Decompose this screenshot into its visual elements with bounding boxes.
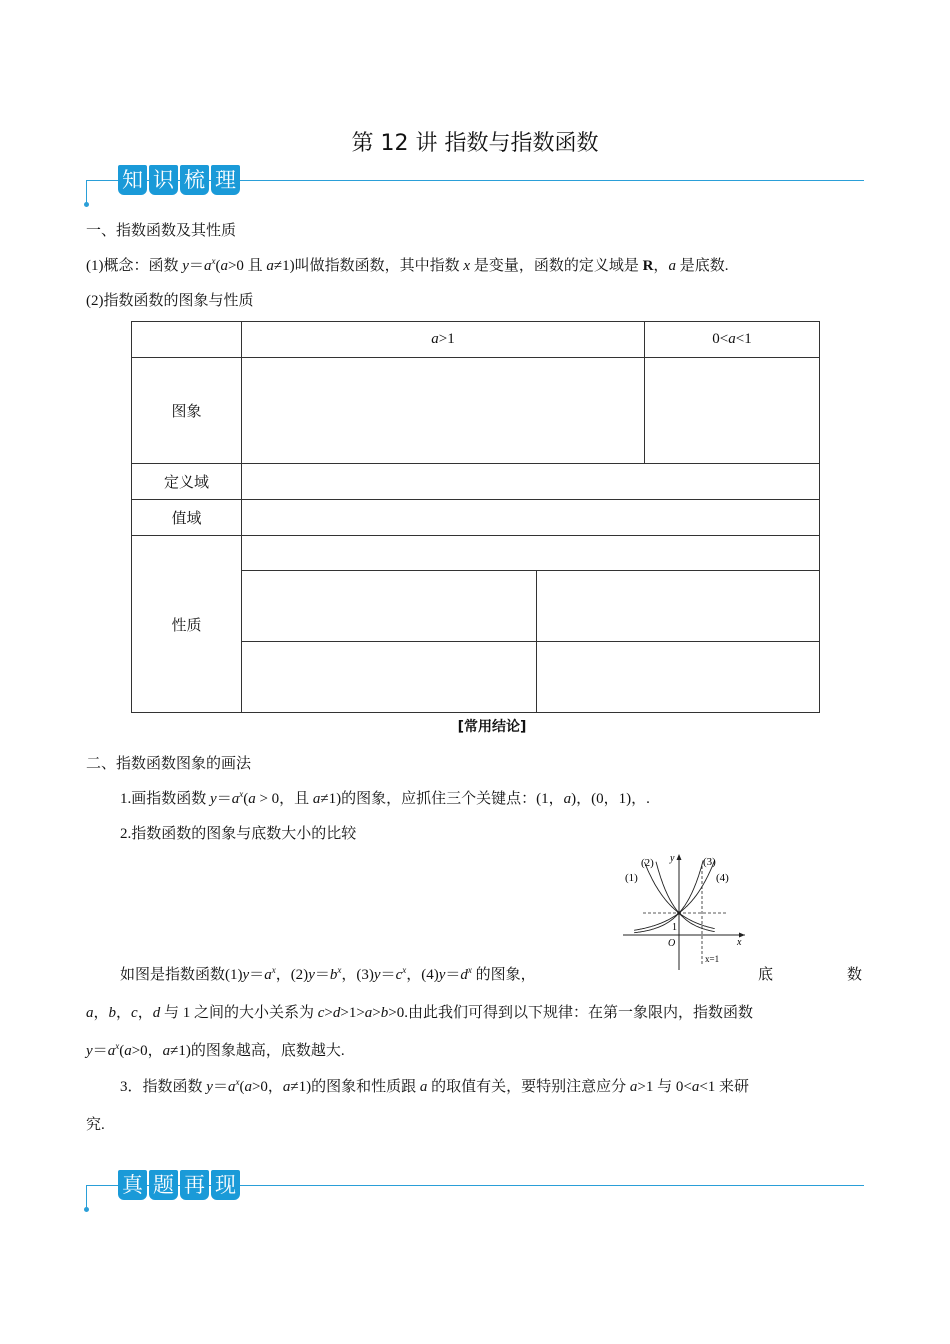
text-segment: 是底数. [675, 258, 729, 274]
text-segment: a [419, 1079, 428, 1095]
text-segment: d [152, 1005, 161, 1021]
text-segment: ( [243, 791, 249, 807]
text-segment: y [242, 967, 250, 983]
text-segment: y [308, 967, 315, 983]
text-segment: )，(0，1)，. [571, 791, 650, 807]
cell-image-a-gt-1 [242, 358, 645, 464]
text-segment: ≠1)的图象，应抓住三个关键点：(1， [320, 791, 564, 807]
text-segment: c [131, 1005, 138, 1021]
text-segment: a [248, 791, 256, 807]
text-segment: d [332, 1005, 341, 1021]
properties-table [131, 321, 820, 713]
text-segment: y [182, 258, 189, 274]
text-segment: a [86, 1005, 94, 1021]
text-segment: x [463, 258, 471, 274]
text-segment: ＝ [92, 1043, 108, 1059]
text-segment: ＝ [212, 1079, 228, 1095]
text-segment: ，(3) [341, 967, 374, 983]
text-segment: ， [116, 1005, 132, 1021]
text-segment: 1.画指数函数 [120, 791, 211, 807]
text-segment: >0 且 [227, 258, 267, 274]
cell-image-a-lt-1 [645, 358, 820, 464]
section-heading-1: 一、指数函数及其性质 [86, 223, 237, 239]
table-corner-cell [132, 322, 242, 358]
text-segment: > [324, 1005, 333, 1021]
text-segment: ( [215, 258, 221, 274]
text-segment: c [395, 967, 403, 983]
text-segment: <1 来研 [699, 1079, 750, 1095]
text-segment: b [329, 967, 338, 983]
header-a-gt-1 [242, 322, 645, 358]
cell-property-2a [242, 571, 537, 642]
banner-char: 真 [118, 1170, 147, 1200]
graph-properties-heading: (2)指数函数的图象与性质 [86, 293, 254, 309]
text-segment: ＝ [380, 967, 396, 983]
row-label-properties: 性质 [132, 536, 242, 713]
text-segment: ＝ [314, 967, 330, 983]
banner-char: 理 [211, 165, 240, 195]
text-segment: y [206, 1079, 213, 1095]
y-arrow-icon [677, 854, 682, 860]
exponential-graphs-figure [615, 848, 755, 973]
note-paragraph-line1 [120, 1075, 749, 1096]
banner-char: 题 [149, 1170, 178, 1200]
text-segment: >1 与 0< [637, 1079, 692, 1095]
figure-description-line3 [86, 1039, 345, 1060]
header-a-lt-1 [645, 322, 820, 358]
text-segment: a [728, 331, 736, 347]
justified-char-2: 数 [847, 967, 863, 983]
text-segment: ＝ [445, 967, 461, 983]
text-segment: a [220, 258, 228, 274]
text-segment: y [210, 791, 217, 807]
text-segment: 与 1 之间的大小关系为 [160, 1005, 318, 1021]
curve-label: (4) [716, 872, 729, 884]
text-segment: a [244, 1079, 252, 1095]
curve-label: (2) [641, 857, 654, 869]
text-segment: y [373, 967, 381, 983]
text-segment: ， [93, 1005, 109, 1021]
cell-range [242, 500, 820, 536]
cell-property-3a [242, 642, 537, 713]
text-segment: x [211, 256, 216, 266]
text-segment: a [312, 791, 321, 807]
text-segment: a [282, 1079, 291, 1095]
cell-domain [242, 464, 820, 500]
curve-4 [634, 860, 715, 930]
text-segment: a [364, 1005, 373, 1021]
text-segment: ，(4) [406, 967, 439, 983]
text-segment: a [124, 1043, 132, 1059]
y-axis-label: y [670, 853, 675, 864]
text-segment: 是变量，函数的定义域是 [470, 258, 643, 274]
text-segment: > [372, 1005, 381, 1021]
text-segment: ( [239, 1079, 245, 1095]
text-segment: ＝ [188, 258, 204, 274]
text-segment: ， [653, 258, 669, 274]
text-segment: x [239, 789, 244, 799]
text-segment: b [108, 1005, 117, 1021]
concept-paragraph [86, 254, 728, 275]
text-segment: x [115, 1041, 120, 1051]
text-segment: a [563, 791, 572, 807]
text-segment: x [467, 965, 472, 975]
text-segment: a [107, 1043, 116, 1059]
figure-description-line1 [120, 963, 536, 984]
text-segment: c [317, 1005, 325, 1021]
text-segment: >0， [251, 1079, 283, 1095]
section-heading-2: 二、指数函数图象的画法 [86, 756, 252, 772]
text-segment: x [402, 965, 407, 975]
row-label-domain: 定义域 [132, 464, 242, 500]
text-segment: 0< [712, 331, 729, 347]
one-label: 1 [672, 922, 677, 933]
key-points-paragraph [120, 787, 650, 808]
point-0-1 [677, 911, 681, 915]
text-segment: ＝ [216, 791, 232, 807]
cell-property-1 [242, 536, 820, 571]
x-axis-label: x [737, 937, 742, 948]
text-segment: a [162, 1043, 171, 1059]
x-equals-1-label: x=1 [705, 954, 720, 964]
text-segment: ( [119, 1043, 125, 1059]
banner-char: 再 [180, 1170, 209, 1200]
text-segment: 的图象， [471, 967, 536, 983]
text-segment: d [460, 967, 468, 983]
text-segment: x [337, 965, 342, 975]
text-segment: 如图是指数函数(1) [120, 967, 243, 983]
row-label-range: 值域 [132, 500, 242, 536]
text-segment: ≠1)的图象和性质跟 [290, 1079, 420, 1095]
text-segment: ≠1)叫做指数函数，其中指数 [273, 258, 464, 274]
origin-label: O [668, 938, 676, 949]
justified-char-1: 底 [758, 967, 774, 983]
row-label-image: 图象 [132, 358, 242, 464]
page-title: 第 12 讲 指数与指数函数 [351, 131, 599, 156]
section-banner-exam [86, 1161, 864, 1211]
text-segment: a [668, 258, 676, 274]
text-segment: a [266, 258, 274, 274]
text-segment: ， [137, 1005, 153, 1021]
text-segment: R [642, 258, 654, 274]
text-segment: x [235, 1077, 240, 1087]
text-segment: <1 [735, 331, 752, 347]
banner-char: 梳 [180, 165, 209, 195]
text-segment: >0.由此我们可得到以下规律：在第一象限内，指数函数 [388, 1005, 753, 1021]
section-banner-knowledge [86, 156, 864, 206]
text-segment: 的取值有关，要特别注意应分 [427, 1079, 630, 1095]
text-segment: a [431, 331, 439, 347]
text-segment: a [629, 1079, 638, 1095]
banner-char: 知 [118, 165, 147, 195]
common-conclusions-caption: [常用结论] [457, 719, 527, 735]
text-segment: ≠1)的图象越高，底数越大. [170, 1043, 345, 1059]
text-segment: x [271, 965, 276, 975]
text-segment: y [86, 1043, 93, 1059]
text-segment: a [203, 258, 212, 274]
text-segment: 3．指数函数 [120, 1079, 207, 1095]
text-segment: a [227, 1079, 236, 1095]
curve-label: (3) [703, 856, 716, 868]
text-segment: ＝ [249, 967, 265, 983]
curve-label: (1) [625, 872, 638, 884]
curve-1 [645, 862, 715, 929]
banner-char: 识 [149, 165, 178, 195]
banner-char: 现 [211, 1170, 240, 1200]
base-comparison-heading: 2.指数函数的图象与底数大小的比较 [120, 826, 357, 842]
text-segment: >1> [340, 1005, 365, 1021]
text-segment: > 0，且 [255, 791, 313, 807]
text-segment: y [438, 967, 446, 983]
text-segment: ，(2) [275, 967, 309, 983]
note-paragraph-line2: 究. [86, 1117, 105, 1133]
text-segment: >1 [438, 331, 455, 347]
text-segment: a [264, 967, 272, 983]
text-segment: b [380, 1005, 389, 1021]
text-segment: a [231, 791, 240, 807]
text-segment: a [691, 1079, 700, 1095]
cell-property-3b [537, 642, 820, 713]
figure-description-line2 [86, 1001, 753, 1022]
text-segment: (1)概念：函数 [86, 258, 183, 274]
cell-property-2b [537, 571, 820, 642]
text-segment: >0， [131, 1043, 163, 1059]
